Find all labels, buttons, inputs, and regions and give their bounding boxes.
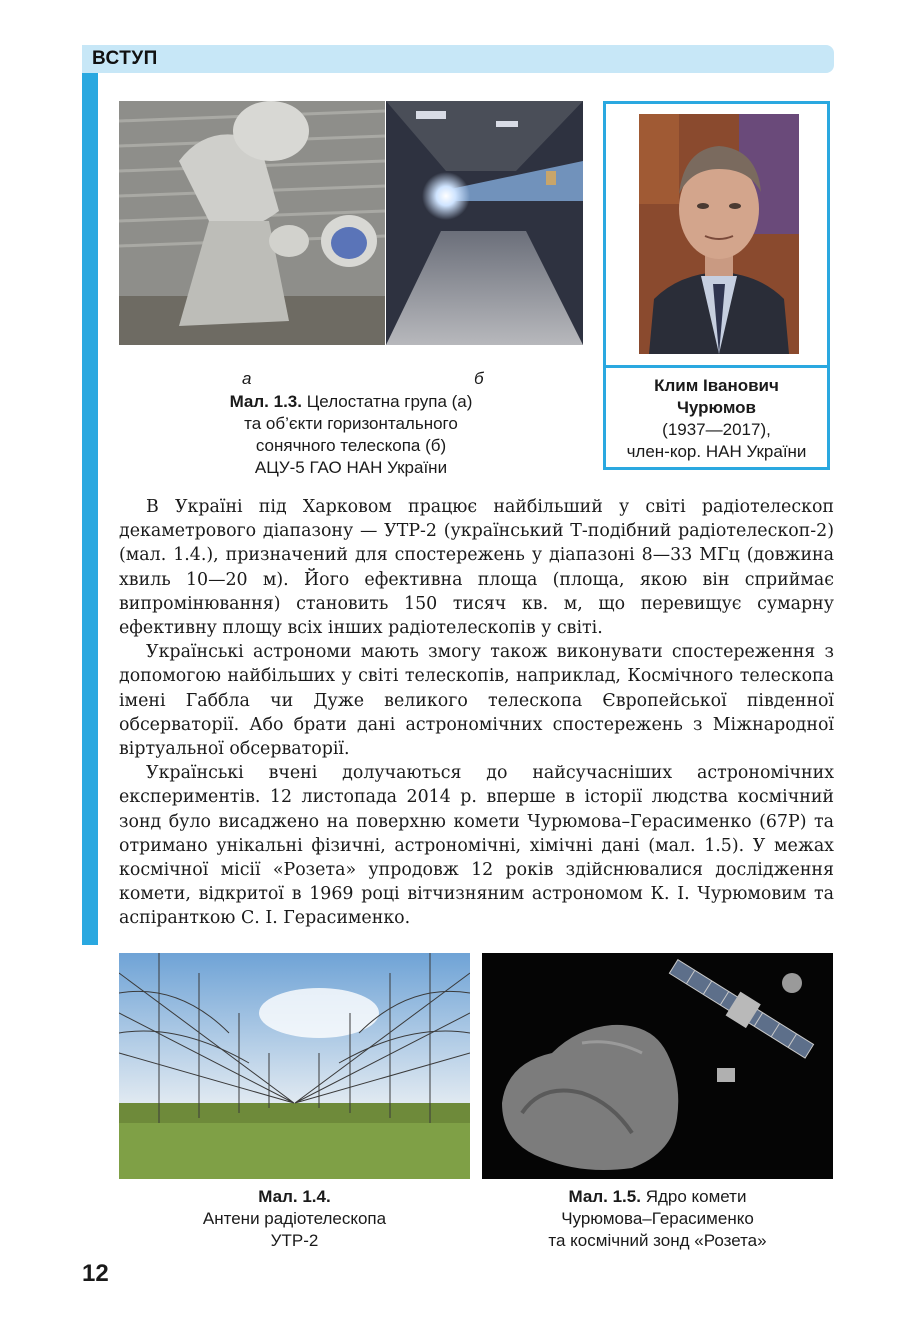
figure-1-4-caption-line1: Антени радіотелескопа: [202, 1209, 387, 1228]
figure-1-3-caption-line1: Целостатна група (а): [306, 392, 473, 411]
page-number: 12: [82, 1260, 109, 1287]
photo-solar-telescope: [386, 101, 583, 345]
body-text: [119, 495, 834, 931]
photo-comet-rosetta: [482, 953, 833, 1179]
figure-1-4-caption-line2: УТР-2: [270, 1231, 319, 1250]
portrait-title: член-кор. НАН України: [626, 442, 807, 461]
figure-label-a: а: [242, 369, 252, 388]
figure-1-3-caption-line2: та об’єкти горизонтального: [244, 414, 458, 433]
portrait-name-line2: Чурюмов: [676, 398, 757, 417]
portrait-caption: [606, 375, 827, 463]
figure-1-3-caption-line4: АЦУ-5 ГАО НАН України: [254, 458, 448, 477]
portrait-divider: [603, 365, 830, 368]
figure-1-5-caption-line2: Чурюмова–Герасименко: [561, 1209, 754, 1228]
figure-1-5-number: Мал. 1.5.: [568, 1187, 641, 1206]
section-title: ВСТУП: [92, 48, 158, 69]
figure-1-3-caption: [119, 391, 583, 479]
figure-1-4-number: Мал. 1.4.: [258, 1187, 331, 1206]
figure-1-3-number: Мал. 1.3.: [229, 392, 302, 411]
paragraph-2: Українські астрономи мають змогу також виконувати спостереження з допомогою найбільших у світі телескопів, наприклад, Космічного телескопа імені Габбла чи Дуже великого телескопа Європейської південної обсерваторії. Або брати дані астрономічних спостережень з Міжнародної віртуальної обсерваторії.: [119, 642, 834, 760]
photo-coelostat: [119, 101, 385, 345]
portrait-years: (1937—2017),: [662, 420, 771, 439]
figure-1-5-caption-rest: Ядро комети: [640, 1187, 747, 1206]
figure-1-5-caption: [482, 1186, 833, 1252]
figure-1-3-caption-line3: сонячного телескопа (б): [255, 436, 447, 455]
paragraph-3: Українські вчені долучаються до найсучасніших астрономічних експериментів. 12 листопада 2014 р. вперше в історії людства космічний зонд було висаджено на поверхню комети Чурюмова–Герасименко (67P) та отримано унікальні фізичні, астрономічні, хімічні дані (мал. 1.5). У межах космічної місії «Розета» упродовж 12 років здійснювалися дослідження комети, відкритої в 1969 році вітчизняним астрономом К. І. Чурюмовим та аспіранткою С. І. Герасименко.: [119, 763, 834, 929]
figure-1-5-caption-line3: та космічний зонд «Розета»: [548, 1231, 767, 1250]
paragraph-1: В Україні під Харковом працює найбільший у світі радіотелескоп декаметрового діапазону — УТР-2 (український Т-подібний радіотелескоп-2) (мал. 1.4.), призначений для спостережень у діапазоні 8—33 МГц (довжина хвиль 10—20 м). Його ефективна площа (площа, якою він сприймає випромінювання) становить 150 тисяч кв. м, що перевищує сумарну ефективну площу всіх інших радіотелескопів у світі.: [119, 497, 834, 639]
figure-label-b: б: [474, 369, 484, 388]
accent-stripe: [82, 73, 98, 945]
photo-utr2-antennas: [119, 953, 470, 1179]
portrait-name-line1: Клим Іванович: [654, 376, 779, 395]
section-header-bar: [82, 45, 834, 73]
figure-1-4-caption: [119, 1186, 470, 1252]
portrait-photo: [639, 114, 799, 354]
